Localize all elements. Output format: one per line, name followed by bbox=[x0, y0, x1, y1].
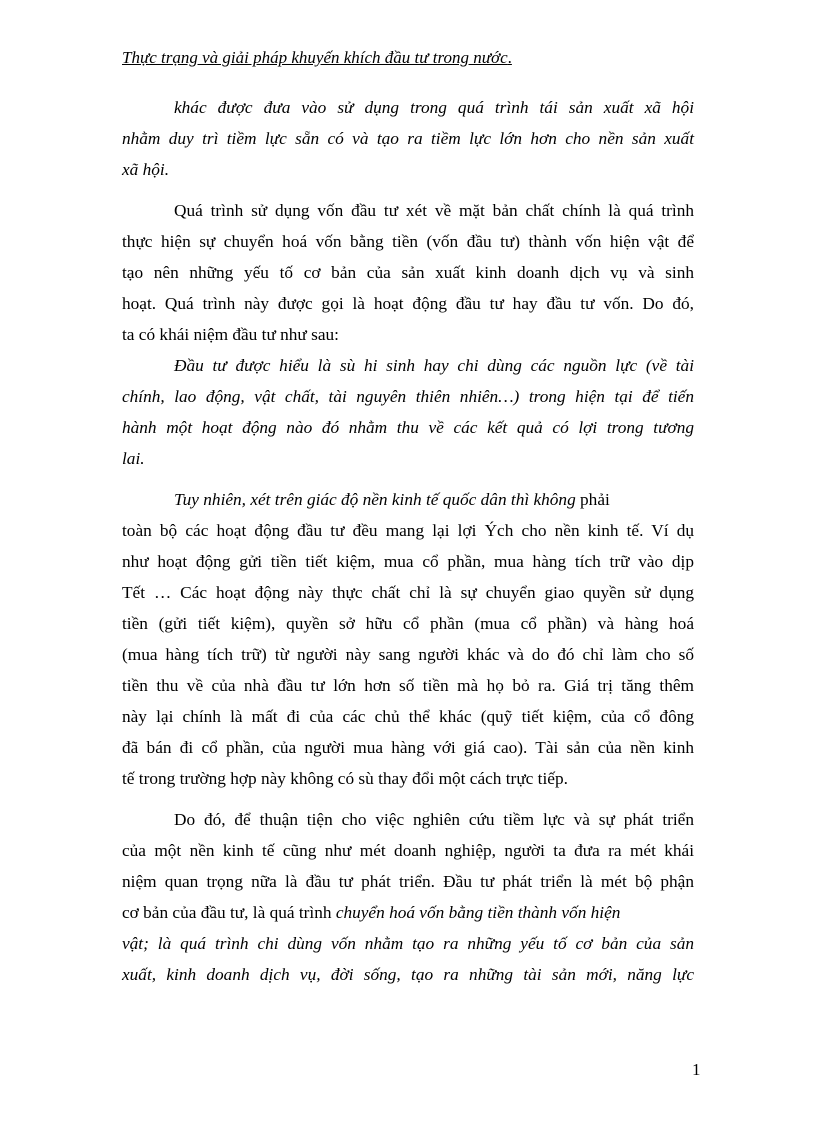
body-line: của một nền kinh tế cũng như mét doanh nghiệp, người ta đưa ra mét khái bbox=[122, 841, 694, 860]
body-line: này lại chính là mất đi của các chủ thể khác (quỹ tiết kiệm, của cổ đông bbox=[122, 707, 694, 726]
body-line: lai. bbox=[122, 449, 145, 468]
body-line: tiền (gửi tiết kiệm), quyền sở hữu cổ phần (mua cổ phần) và hàng hoá bbox=[122, 614, 694, 633]
body-line: hoạt. Quá trình này được gọi là hoạt động đầu tư hay đầu tư vốn. Do đó, bbox=[122, 294, 694, 313]
body-line: (mua hàng tích trữ) từ người này sang người khác và do đó chỉ làm cho số bbox=[122, 645, 694, 664]
body-line: tế trong trường hợp này không có sù thay đổi một cách trực tiếp. bbox=[122, 769, 568, 788]
body-line: Quá trình sử dụng vốn đầu tư xét về mặt bản chất chính là quá trình bbox=[174, 201, 694, 220]
body-line-italic-part: Tuy nhiên, xét trên giác độ nền kinh tế quốc dân thì không bbox=[174, 490, 576, 509]
body-line: nhằm duy trì tiềm lực sẵn có và tạo ra tiềm lực lớn hơn cho nền sản xuất bbox=[122, 129, 694, 148]
body-line-italic-part: chuyển hoá vốn bằng tiền thành vốn hiện bbox=[335, 903, 621, 922]
body-line: tiền thu về của nhà đầu tư lớn hơn số tiền mà họ bỏ ra. Giá trị tăng thêm bbox=[122, 676, 694, 695]
body-line: chính, lao động, vật chất, tài nguyên thiên nhiên…) trong hiện tại để tiến bbox=[122, 387, 694, 406]
header-title: Thực trạng và giải pháp khuyến khích đầu tư trong nước bbox=[122, 48, 508, 67]
document-body bbox=[122, 92, 694, 990]
body-line bbox=[122, 484, 694, 515]
body-line: thực hiện sự chuyển hoá vốn bằng tiền (vốn đầu tư) thành vốn hiện vật để bbox=[122, 232, 694, 251]
body-line: tạo nên những yếu tố cơ bản của sản xuất kinh doanh dịch vụ và sinh bbox=[122, 263, 694, 282]
body-line: Đầu tư được hiểu là sù hi sinh hay chi dùng các nguồn lực (về tài bbox=[174, 356, 694, 375]
body-line-roman-part: phải bbox=[575, 490, 610, 509]
body-line bbox=[122, 897, 694, 928]
body-line: đã bán đi cổ phần, của người mua hàng với giá cao). Tài sản của nền kinh bbox=[122, 738, 694, 757]
body-line: Tết … Các hoạt động này thực chất chỉ là sự chuyển giao quyền sử dụng bbox=[122, 583, 694, 602]
header-period: . bbox=[507, 48, 512, 67]
body-line: niệm quan trọng nữa là đầu tư phát triển. Đầu tư phát triển là mét bộ phận bbox=[122, 872, 694, 891]
body-line-roman-part: cơ bản của đầu tư, là quá trình bbox=[122, 903, 336, 922]
page-number: 1 bbox=[692, 1060, 701, 1079]
body-line: vật; là quá trình chi dùng vốn nhằm tạo ra những yếu tố cơ bản của sản bbox=[122, 934, 694, 953]
body-line: toàn bộ các hoạt động đầu tư đều mang lại lợi Ých cho nền kinh tế. Ví dụ bbox=[122, 521, 694, 540]
body-line: xuất, kinh doanh dịch vụ, đời sống, tạo ra những tài sản mới, năng lực bbox=[122, 965, 694, 984]
body-line: hành một hoạt động nào đó nhằm thu về các kết quả có lợi trong tương bbox=[122, 418, 694, 437]
body-line: như hoạt động gửi tiền tiết kiệm, mua cổ phần, mua hàng tích trữ vào dịp bbox=[122, 552, 694, 571]
body-line: xã hội. bbox=[122, 160, 170, 179]
body-line: ta có khái niệm đầu tư như sau: bbox=[122, 325, 339, 344]
body-line: Do đó, để thuận tiện cho việc nghiên cứu tiềm lực và sự phát triển bbox=[174, 810, 694, 829]
running-header bbox=[122, 48, 512, 68]
body-line: khác được đưa vào sử dụng trong quá trình tái sản xuất xã hội bbox=[174, 98, 694, 117]
